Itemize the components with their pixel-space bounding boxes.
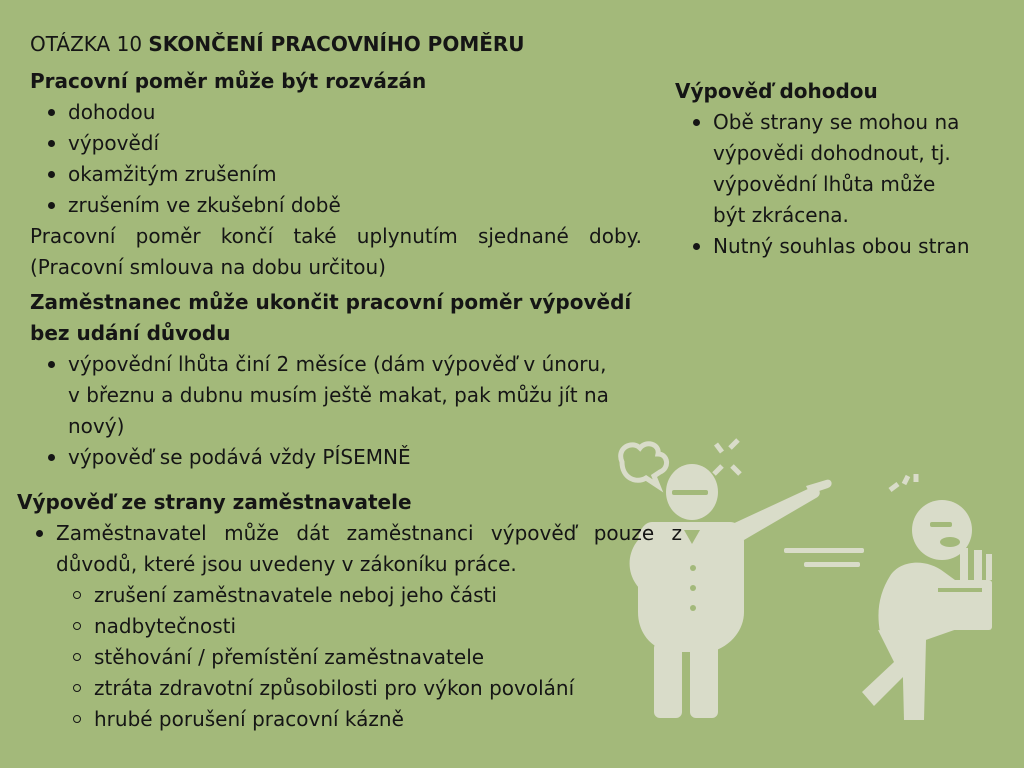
section4-item1-line1: Obě strany se mohou na — [713, 110, 960, 134]
section4-list — [713, 107, 970, 262]
section4-item1-line3: výpovědní lhůta může — [713, 172, 936, 196]
section3-item-line1: Zaměstnavatel může dát zaměstnanci výpověď pouze z — [56, 521, 682, 545]
section3-list — [56, 518, 682, 580]
section3-sublist — [94, 580, 574, 735]
section3-item-line2: důvodů, které jsou uvedeny v zákoníku práce. — [56, 552, 517, 576]
sublist-item: stěhování / přemístění zaměstnavatele — [94, 642, 574, 673]
list-item: okamžitým zrušením — [68, 159, 341, 190]
list-item — [56, 518, 682, 580]
section2-item1-line3: nový) — [68, 414, 125, 438]
section4-heading: Výpověď dohodou — [675, 79, 878, 103]
illustration — [560, 430, 1024, 768]
section4-item1-line4: být zkrácena. — [713, 203, 849, 227]
section4-item1-line2: výpovědi dohodnout, tj. — [713, 141, 951, 165]
list-item — [68, 349, 609, 442]
sublist-item: hrubé porušení pracovní kázně — [94, 704, 574, 735]
list-item: výpověď se podává vždy PÍSEMNĚ — [68, 442, 609, 473]
section1-list — [68, 97, 341, 221]
title-main: SKONČENÍ PRACOVNÍHO POMĚRU — [148, 32, 525, 56]
section3-heading: Výpověď ze strany zaměstnavatele — [17, 490, 412, 514]
list-item: zrušením ve zkušební době — [68, 190, 341, 221]
list-item: dohodou — [68, 97, 341, 128]
section1-note-line2: (Pracovní smlouva na dobu určitou) — [30, 255, 386, 279]
title-prefix: OTÁZKA 10 — [30, 32, 143, 56]
sublist-item: nadbytečnosti — [94, 611, 574, 642]
sublist-item: ztráta zdravotní způsobilosti pro výkon povolání — [94, 673, 574, 704]
section2-item1-line1: výpovědní lhůta činí 2 měsíce (dám výpověď v únoru, — [68, 352, 607, 376]
section1-heading: Pracovní poměr může být rozvázán — [30, 69, 427, 93]
section2-list — [68, 349, 609, 473]
section2-item1-line2: v březnu a dubnu musím ještě makat, pak můžu jít na — [68, 383, 609, 407]
section2-heading-line2: bez udání důvodu — [30, 321, 231, 345]
page-title — [30, 29, 525, 60]
section2-heading-line1: Zaměstnanec může ukončit pracovní poměr výpovědí — [30, 290, 632, 314]
list-item: Nutný souhlas obou stran — [713, 231, 970, 262]
section1-note-line1: Pracovní poměr končí také uplynutím sjednané doby. — [30, 224, 642, 248]
list-item: výpovědí — [68, 128, 341, 159]
sublist-item: zrušení zaměstnavatele neboj jeho části — [94, 580, 574, 611]
fired-employee-icon — [784, 474, 992, 720]
list-item — [713, 107, 970, 231]
